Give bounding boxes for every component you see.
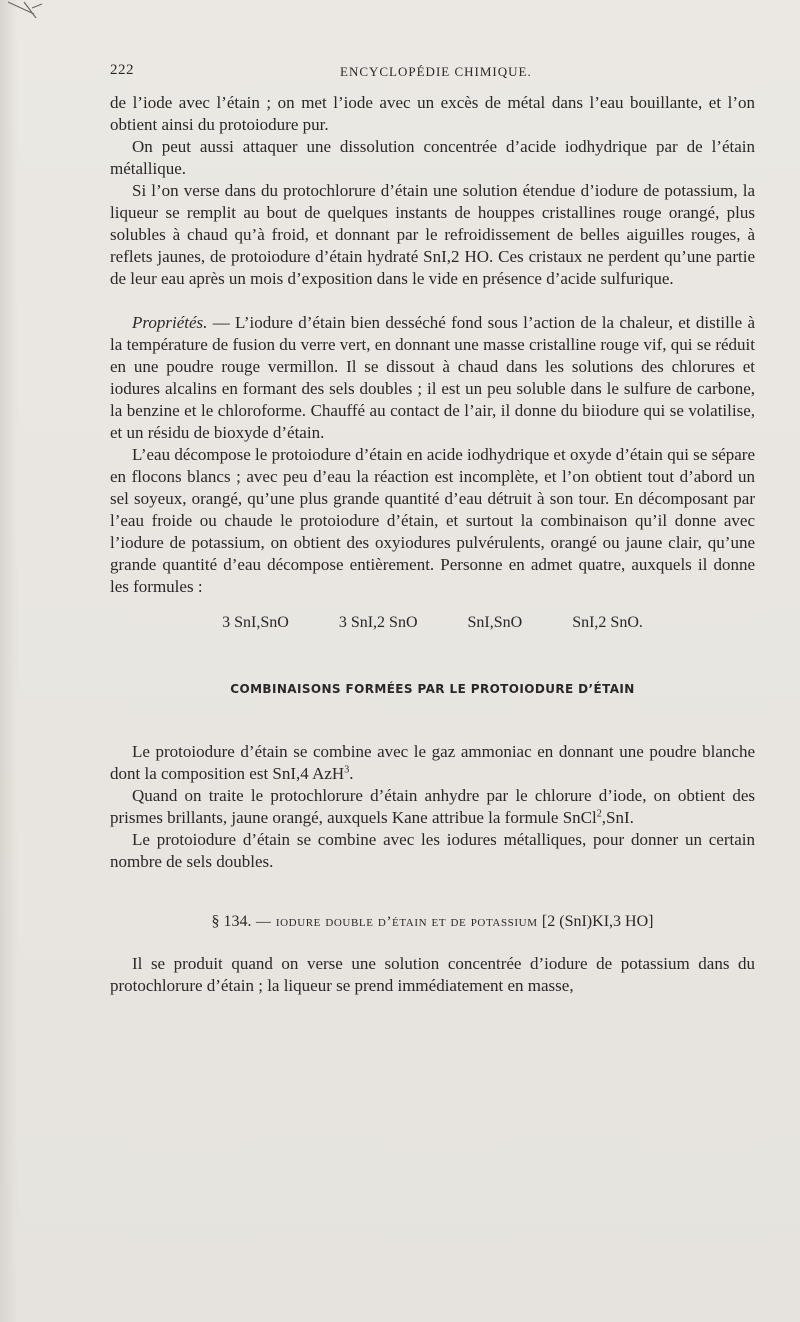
section-title: COMBINAISONS FORMÉES PAR LE PROTOIODURE D’ÉTAIN	[230, 682, 635, 696]
paragraph-4	[110, 312, 755, 444]
paragraph-4-text: — L’iodure d’étain bien desséché fond sous l’action de la chaleur, et distille à la température de fusion du verre vert, en donnant une masse cristalline rouge vif, qui se réduit en une poudre rouge vermillon. Il se dissout à chaud dans les solutions des chlorures et iodures alcalins en formant des sels doubles ; il est un peu soluble dans le sulfure de carbone, la benzine et le chloroforme. Chauffé au contact de l’air, il donne du biiodure qui se volatilise, et un résidu de bioxyde d’étain.	[110, 313, 755, 442]
running-title: ENCYCLOPÉDIE CHIMIQUE.	[340, 64, 532, 79]
formula-item: 3 SnI,2 SnO	[338, 614, 418, 631]
paragraph-7	[110, 785, 755, 829]
paragraph-7-text: Quand on traite le protochlorure d’étain anhydre par le chlorure d’iode, on obtient des prismes brillants, jaune orangé, auxquels Kane attribue la formule SnCl	[110, 786, 755, 827]
proprietes-label: Propriétés.	[132, 313, 208, 332]
paragraph-2: On peut aussi attaquer une dissolution concentrée d’acide iodhydrique par de l’étain métallique.	[110, 137, 755, 178]
paragraph-3: Si l’on verse dans du protochlorure d’étain une solution étendue d’iodure de potassium, la liqueur se remplit au bout de quelques instants de houppes cristallines rouge orangé, plus solubles à chaud qu’à froid, et donnant par le refroidissement de belles aiguilles rouges, à reflets jaunes, de protoiodure d’étain hydraté SnI,2 HO. Ces cristaux ne perdent qu’une partie de leur eau après un mois d’exposition dans le vide en présence d’acide sulfurique.	[110, 181, 755, 288]
paragraph-6-end: .	[349, 764, 354, 783]
paragraph-8: Le protoiodure d’étain se combine avec les iodures métalliques, pour donner un certain nombre de sels doubles.	[110, 830, 755, 871]
superscript: 2	[596, 808, 602, 820]
page-number: 222	[110, 62, 134, 78]
corner-pencil-mark	[2, 0, 52, 22]
paragraph-5: L’eau décompose le protoiodure d’étain en acide iodhydrique et oxyde d’étain qui se sépare en flocons blancs ; avec peu d’eau la réaction est incomplète, et l’on obtient tout d’abord un sel soyeux, orangé, qu’une plus grande quantité d’eau détruit à son tour. En décomposant par l’eau froide ou chaude le protoiodure d’étain, et surtout la combinaison qu’il donne avec l’iodure de potassium, on obtient des oxyiodures pulvérulents, orangé ou jaune clair, qu’une grande quantité d’eau décompose entièrement. Personne en admet quatre, auxquels il donne les formules :	[110, 445, 755, 596]
formula-item: 3 SnI,SnO	[222, 614, 289, 631]
paragraph-7-end: ,SnI.	[601, 808, 634, 827]
page-edge-shadow	[0, 0, 18, 1322]
subsection-number: § 134.	[211, 913, 252, 930]
superscript: 3	[344, 764, 350, 776]
paragraph-9: Il se produit quand on verse une solution concentrée d’iodure de potassium dans du protochlorure d’étain ; la liqueur se prend immédiatement en masse,	[110, 954, 755, 995]
body-text	[110, 92, 755, 997]
formula-list	[110, 614, 755, 632]
formula-item: SnI,2 SnO.	[572, 614, 643, 631]
paragraph-6-text: Le protoiodure d’étain se combine avec le gaz ammoniac en donnant une poudre blanche dont la composition est SnI,4 AzH	[110, 742, 755, 783]
subsection-title	[110, 913, 755, 931]
subsection-formula: [2 (SnI)KI,3 HO]	[541, 913, 654, 930]
subsection-heading: — iodure double d’étain et de potassium	[251, 914, 542, 930]
page-header	[110, 62, 755, 84]
formula-item: SnI,SnO	[467, 614, 523, 631]
paragraph-6	[110, 741, 755, 785]
paragraph-1: de l’iode avec l’étain ; on met l’iode avec un excès de métal dans l’eau bouillante, et l’on obtient ainsi du protoiodure pur.	[110, 93, 755, 134]
paragraph-gap	[110, 290, 755, 312]
